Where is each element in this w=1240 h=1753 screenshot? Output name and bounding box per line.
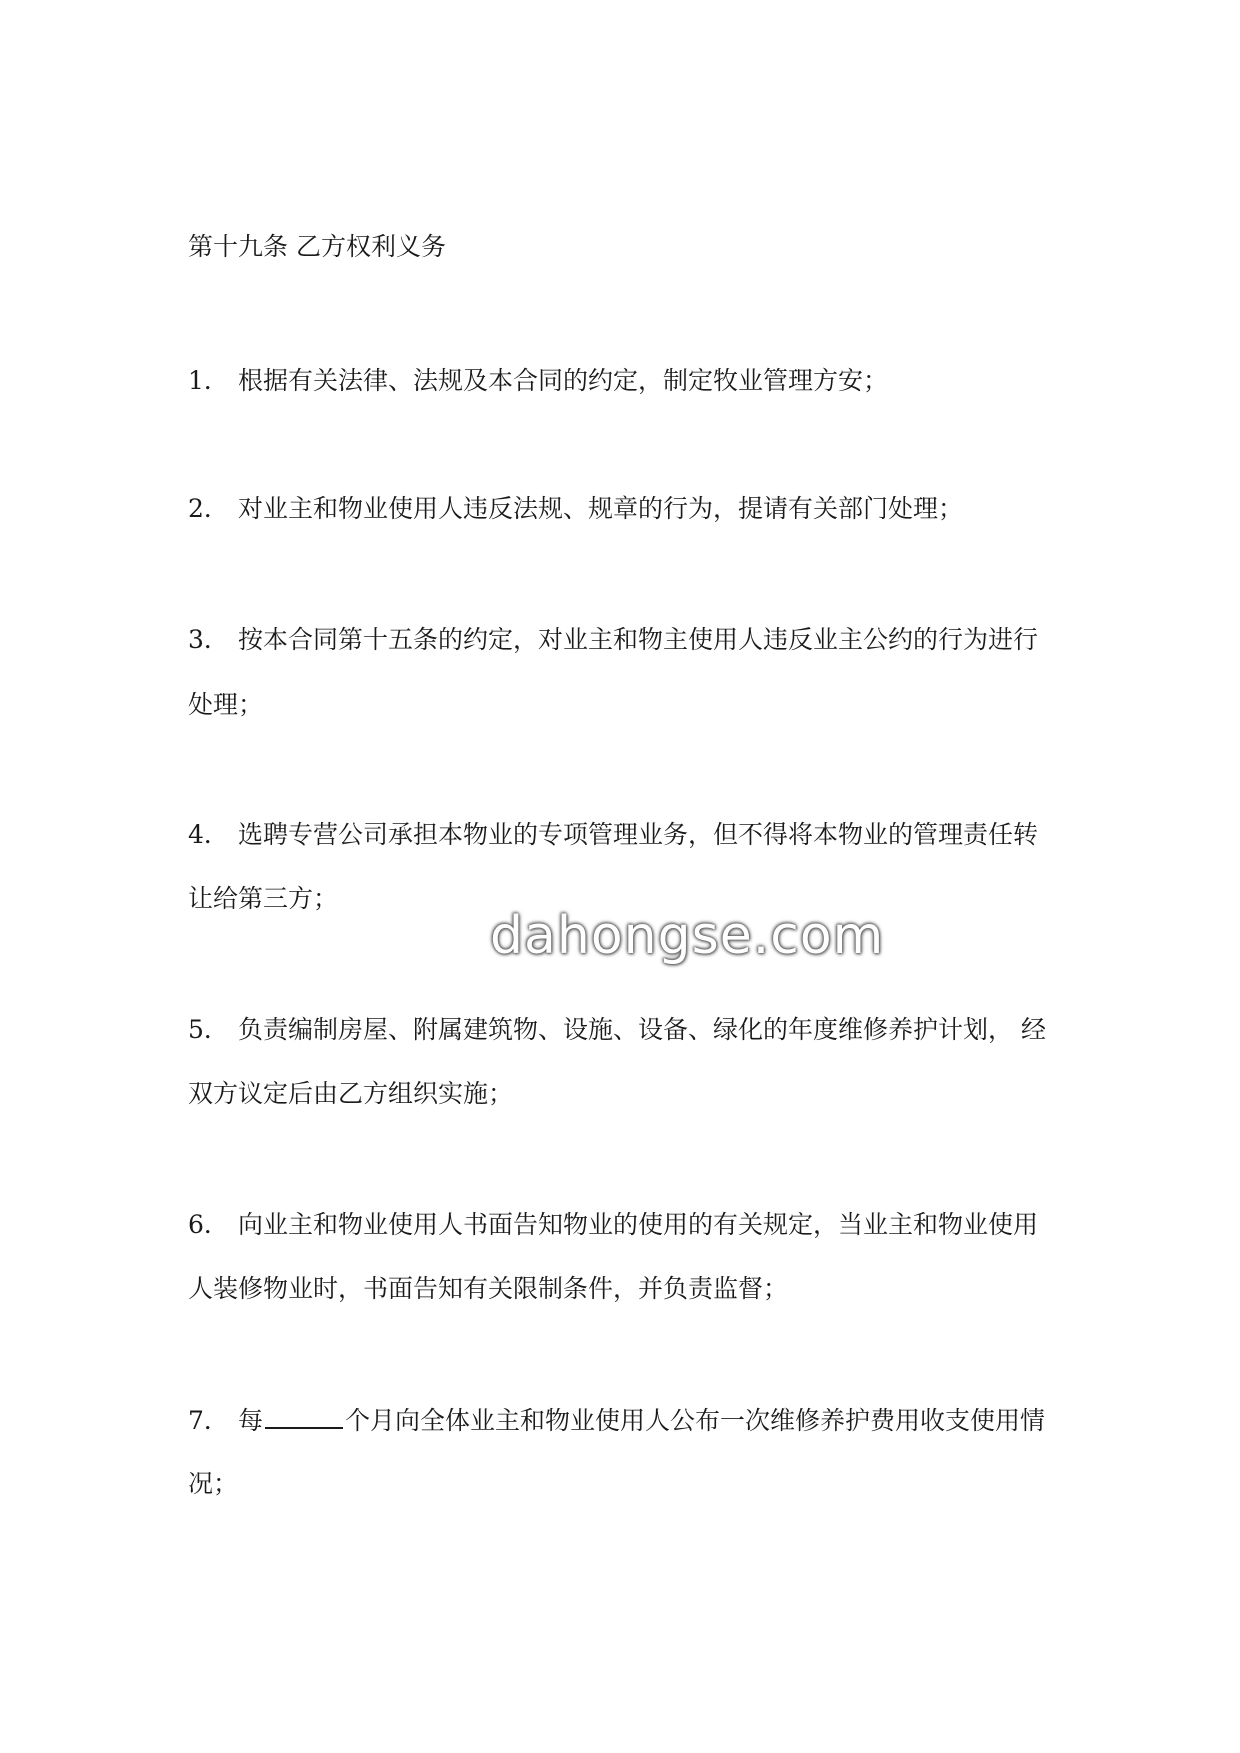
list-item-3 (188, 625, 1038, 655)
item-text: 根据有关法律、法规及本合同的约定，制定牧业管理方安； (238, 366, 889, 395)
article-heading: 第十九条 乙方权利义务 (188, 232, 446, 261)
list-item-6-continuation: 人装修物业时，书面告知有关限制条件，并负责监督； (188, 1274, 789, 1303)
item-number: 3． (188, 625, 229, 654)
list-item-3-continuation: 处理； (188, 690, 264, 719)
list-item-7-continuation: 况； (188, 1469, 239, 1498)
list-item-2 (188, 494, 963, 524)
list-item-7 (188, 1405, 1045, 1436)
item-text: 选聘专营公司承担本物业的专项管理业务，但不得将本物业的管理责任转 (238, 820, 1039, 849)
item-text-before-blank: 每 (238, 1406, 264, 1435)
item-text: 负责编制房屋、附属建筑物、设施、设备、绿化的年度维修养护计划， 经 (238, 1015, 1046, 1044)
list-item-4-continuation: 让给第三方； (188, 884, 339, 913)
item-number: 4． (188, 820, 229, 849)
list-item-4 (188, 820, 1038, 850)
item-number: 2． (188, 494, 229, 523)
item-text: 对业主和物业使用人违反法规、规章的行为，提请有关部门处理； (238, 494, 964, 523)
list-item-5-continuation: 双方议定后由乙方组织实施； (188, 1079, 514, 1108)
list-item-6 (188, 1210, 1038, 1240)
list-item-5 (188, 1015, 1046, 1045)
item-number: 1． (188, 366, 229, 395)
item-text: 按本合同第十五条的约定，对业主和物主使用人违反业主公约的行为进行 (238, 625, 1039, 654)
item-number: 5． (188, 1015, 229, 1044)
fill-in-blank (265, 1405, 343, 1429)
item-text-after-blank: 个月向全体业主和物业使用人公布一次维修养护费用收支使用情 (345, 1406, 1046, 1435)
item-text: 向业主和物业使用人书面告知物业的使用的有关规定，当业主和物业使用 (238, 1210, 1039, 1239)
list-item-1 (188, 366, 888, 396)
watermark: dahongse.com (490, 906, 885, 966)
item-number: 6． (188, 1210, 229, 1239)
item-number: 7． (188, 1406, 229, 1435)
